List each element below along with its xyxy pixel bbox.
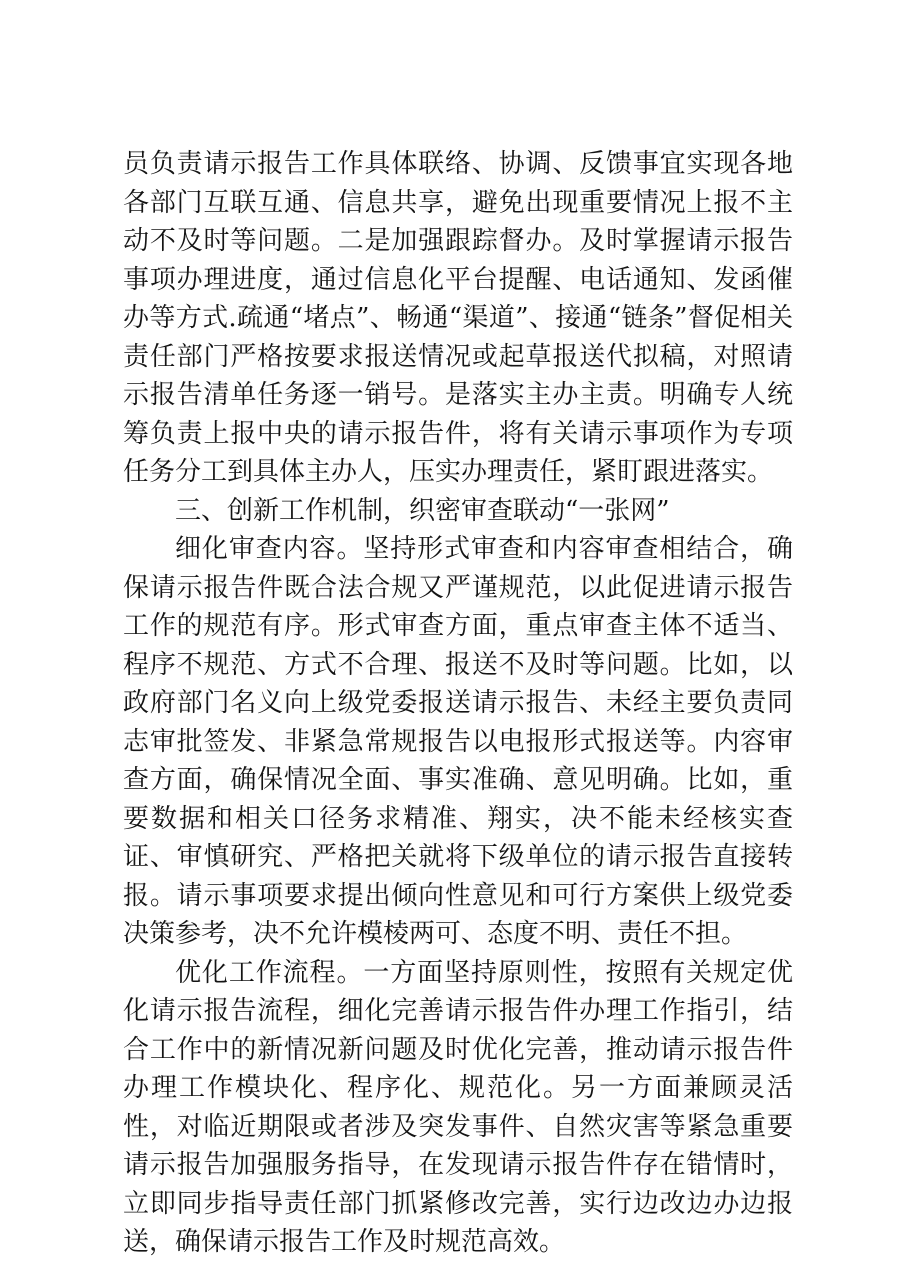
paragraph-review-content: 细化审查内容。坚持形式审查和内容审查相结合，确保请示报告件既合法合规又严谨规范，以此促进请示报告工作的规范有序。形式审查方面，重点审查主体不适当、程序不规范、方式不合理、报送不及时等问题。比如，以政府部门名义向上级党委报送请示报告、未经主要负责同志审批签发、非紧急常规报告以电报形式报送等。内容审查方面，确保情况全面、事实准确、意见明确。比如，重要数据和相关口径务求精准、翔实，决不能未经核实查证、审慎研究、严格把关就将下级单位的请示报告直接转报。请示事项要求提出倾向性意见和可行方案供上级党委决策参考，决不允许模棱两可、态度不明、责任不担。: [123, 534, 793, 949]
document-body: [123, 145, 793, 1262]
paragraph-workflow: 优化工作流程。一方面坚持原则性，按照有关规定优化请示报告流程，细化完善请示报告件办理工作指引，结合工作中的新情况新问题及时优化完善，推动请示报告件办理工作模块化、程序化、规范化。另一方面兼顾灵活性，对临近期限或者涉及突发事件、自然灾害等紧急重要请示报告加强服务指导，在发现请示报告件存在错情时，立即同步指导责任部门抓紧修改完善，实行边改边办边报送，确保请示报告工作及时规范高效。: [123, 957, 793, 1257]
paragraph-continuation: 员负责请示报告工作具体联络、协调、反馈事宜实现各地各部门互联互通、信息共享，避免出现重要情况上报不主动不及时等问题。二是加强跟踪督办。及时掌握请示报告事项办理进度，通过信息化平台提醒、电话通知、发函催办等方式.疏通“堵点”、畅通“渠道”、接通“链条”督促相关责任部门严格按要求报送情况或起草报送代拟稿，对照请示报告清单任务逐一销号。是落实主办主责。明确专人统筹负责上报中央的请示报告件，将有关请示事项作为专项任务分工到具体主办人，压实办理责任，紧盯跟进落实。: [123, 149, 793, 487]
section-heading: 三、创新工作机制，织密审查联动“一张网”: [175, 495, 670, 526]
